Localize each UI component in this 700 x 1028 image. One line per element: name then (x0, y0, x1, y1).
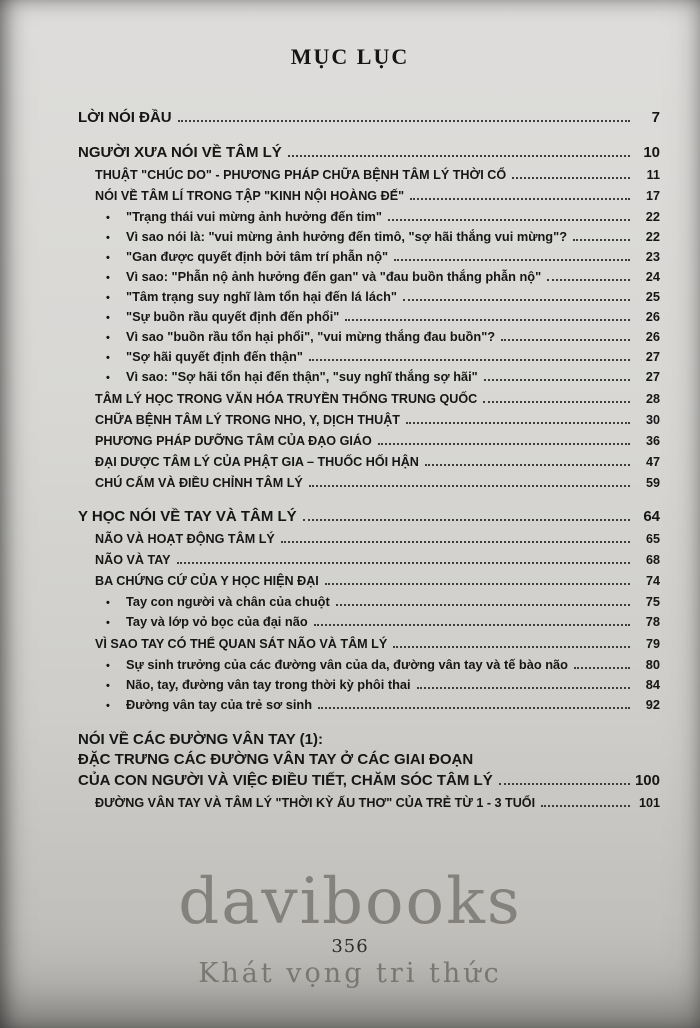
toc-entry-page: 84 (645, 676, 660, 692)
toc-entry (78, 144, 660, 162)
toc-entry-label: "Tâm trạng suy nghĩ làm tổn hại đến lá lách" (126, 288, 397, 304)
toc-entry (78, 269, 660, 286)
page-title: MỤC LỤC (290, 44, 410, 69)
toc-entry-page: 10 (643, 143, 660, 161)
bullet-icon: • (106, 331, 110, 344)
dot-leader (410, 198, 630, 200)
toc-entry (78, 772, 660, 790)
toc-entry (78, 289, 660, 306)
dot-leader (483, 401, 630, 403)
dot-leader (309, 485, 630, 487)
toc-entry (78, 552, 660, 568)
toc-entry-label: NÃO VÀ HOẠT ĐỘNG TÂM LÝ (95, 531, 275, 546)
toc-entry-page: 59 (645, 475, 660, 490)
toc-entry-label: ĐƯỜNG VÂN TAY VÀ TÂM LÝ "THỜI KỲ ẤU THƠ" CỦA TRẺ TỪ 1 - 3 TUỔI (95, 795, 536, 810)
toc-entry-page: 74 (645, 573, 660, 588)
toc-entry-page: 28 (645, 391, 660, 406)
dot-leader (303, 519, 630, 521)
dot-leader (417, 687, 630, 689)
toc-entry-page: 27 (645, 368, 660, 384)
toc-entry-page: 101 (638, 795, 660, 810)
dot-leader (281, 541, 630, 543)
toc-list (0, 70, 700, 811)
toc-entry (78, 391, 660, 407)
dot-leader (406, 422, 630, 424)
watermark-logo: davibooks (178, 865, 522, 939)
toc-entry-label: CỦA CON NGƯỜI VÀ VIỆC ĐIỀU TIẾT, CHĂM SÓC TÂM LÝ (78, 771, 493, 789)
dot-leader (547, 279, 630, 281)
dot-leader (336, 604, 630, 606)
toc-entry (78, 412, 660, 428)
dot-leader (394, 259, 630, 261)
toc-entry (78, 309, 660, 326)
toc-entry (78, 594, 660, 611)
toc-entry (78, 249, 660, 266)
dot-leader (177, 562, 630, 564)
toc-entry (78, 433, 660, 449)
toc-entry (78, 508, 660, 526)
toc-entry-page: 11 (646, 167, 660, 182)
toc-entry-label: "Trạng thái vui mừng ảnh hưởng đến tim" (126, 208, 382, 224)
bullet-icon: • (106, 699, 110, 712)
dot-leader (378, 443, 630, 445)
toc-entry-label: Vì sao: "Phẫn nộ ảnh hưởng đến gan" và "đau buồn thắng phẫn nộ" (126, 268, 542, 284)
dot-leader (574, 667, 630, 669)
dot-leader (403, 299, 630, 301)
dot-leader (484, 379, 630, 381)
dot-leader (425, 464, 630, 466)
dot-leader (393, 646, 630, 648)
toc-entry (78, 677, 660, 694)
toc-entry-label: Tay con người và chân của chuột (126, 593, 330, 609)
toc-entry-label: Đường vân tay của trẻ sơ sinh (126, 696, 313, 712)
toc-entry (78, 614, 660, 631)
toc-entry-label: "Sợ hãi quyết định đến thận" (126, 348, 303, 364)
toc-entry-page: 23 (645, 248, 660, 264)
toc-entry-page: 75 (645, 593, 660, 609)
toc-entry-label: LỜI NÓI ĐẦU (78, 108, 172, 126)
toc-entry-page: 68 (645, 552, 660, 567)
dot-leader (501, 339, 630, 341)
toc-entry-label: ĐẠI DƯỢC TÂM LÝ CỦA PHẬT GIA – THUỐC HỐI HẬN (95, 454, 419, 469)
dot-leader (512, 177, 630, 179)
toc-entry-page: 78 (645, 613, 660, 629)
toc-entry-label: NÃO VÀ TAY (95, 552, 171, 567)
toc-entry-page: 24 (645, 268, 660, 284)
bullet-icon: • (106, 616, 110, 629)
toc-entry-line (78, 731, 660, 749)
toc-entry-page: 79 (645, 636, 660, 651)
toc-entry-label: NÓI VỀ CÁC ĐƯỜNG VÂN TAY (1): (78, 730, 323, 748)
toc-entry-label: Sự sinh trưởng của các đường vân của da, đường vân tay và tế bào não (126, 656, 568, 672)
toc-entry-label: NGƯỜI XƯA NÓI VỀ TÂM LÝ (78, 143, 282, 161)
toc-entry-label: Não, tay, đường vân tay trong thời kỳ phôi thai (126, 676, 411, 692)
dot-leader (318, 707, 630, 709)
toc-entry (78, 475, 660, 491)
dot-leader (541, 805, 630, 807)
toc-entry (78, 369, 660, 386)
toc-entry (78, 209, 660, 226)
toc-entry-page: 27 (645, 348, 660, 364)
toc-entry-label: Tay và lớp vỏ bọc của đại não (126, 613, 308, 629)
toc-entry (78, 657, 660, 674)
toc-entry-line (78, 751, 660, 769)
toc-entry-page: 22 (645, 228, 660, 244)
toc-entry (78, 329, 660, 346)
toc-entry-label: BA CHỨNG CỨ CỦA Y HỌC HIỆN ĐẠI (95, 573, 319, 588)
bullet-icon: • (106, 596, 110, 609)
toc-entry (78, 109, 660, 127)
toc-entry-label: NÓI VỀ TÂM LÍ TRONG TẬP "KINH NỘI HOÀNG ĐẾ" (95, 188, 405, 203)
toc-entry (78, 573, 660, 589)
page-footer (0, 865, 700, 1028)
toc-entry-label: VÌ SAO TAY CÓ THỂ QUAN SÁT NÃO VÀ TÂM LÝ (95, 636, 388, 651)
toc-entry (78, 636, 660, 652)
bullet-icon: • (106, 291, 110, 304)
toc-entry-page: 47 (645, 454, 660, 469)
toc-entry-label: CHÚ CẤM VÀ ĐIỀU CHỈNH TÂM LÝ (95, 475, 303, 490)
toc-entry (78, 349, 660, 366)
toc-entry-page: 22 (645, 208, 660, 224)
toc-entry-page: 17 (645, 188, 660, 203)
toc-entry-label: THUẬT "CHÚC DO" - PHƯƠNG PHÁP CHỮA BỆNH TÂM LÝ THỜI CỔ (95, 167, 507, 182)
toc-entry-page: 26 (645, 328, 660, 344)
toc-entry-label: Y HỌC NÓI VỀ TAY VÀ TÂM LÝ (78, 507, 297, 525)
bullet-icon: • (106, 211, 110, 224)
toc-entry-page: 64 (643, 507, 660, 525)
toc-entry-page: 26 (645, 308, 660, 324)
toc-entry-page: 100 (634, 771, 660, 789)
dot-leader (325, 583, 630, 585)
toc-entry-label: Vì sao "buồn rầu tổn hại phổi", "vui mừng thắng đau buồn"? (126, 328, 496, 344)
toc-entry-page: 30 (645, 412, 660, 427)
toc-entry-page: 80 (645, 656, 660, 672)
bullet-icon: • (106, 231, 110, 244)
dot-leader (178, 120, 630, 122)
dot-leader (309, 359, 630, 361)
toc-entry-label: Vì sao: "Sợ hãi tổn hại đến thận", "suy nghĩ thắng sợ hãi" (126, 368, 478, 384)
toc-entry (78, 531, 660, 547)
toc-entry-label: "Sự buồn rầu quyết định đến phổi" (126, 308, 340, 324)
bullet-icon: • (106, 659, 110, 672)
bullet-icon: • (106, 311, 110, 324)
toc-entry (78, 795, 660, 811)
toc-entry-page: 7 (651, 108, 660, 126)
toc-entry-label: Vì sao nói là: "vui mừng ảnh hưởng đến timô, "sợ hãi thắng vui mừng"? (126, 228, 568, 244)
dot-leader (314, 624, 630, 626)
dot-leader (573, 239, 630, 241)
bullet-icon: • (106, 251, 110, 264)
toc-entry (78, 167, 660, 183)
printed-page-number: 356 (331, 936, 369, 957)
dot-leader (388, 219, 630, 221)
toc-entry (78, 697, 660, 714)
dot-leader (499, 783, 630, 785)
bullet-icon: • (106, 271, 110, 284)
toc-entry (78, 188, 660, 204)
toc-entry (78, 454, 660, 470)
toc-entry-label: ĐẶC TRƯNG CÁC ĐƯỜNG VÂN TAY Ở CÁC GIAI ĐOẠN (78, 751, 474, 768)
watermark-slogan: Khát vọng tri thức (198, 958, 502, 989)
toc-entry-page: 92 (645, 696, 660, 712)
toc-entry-label: CHỮA BỆNH TÂM LÝ TRONG NHO, Y, DỊCH THUẬT (95, 412, 400, 427)
dot-leader (345, 319, 630, 321)
bullet-icon: • (106, 351, 110, 364)
toc-entry (78, 229, 660, 246)
toc-entry-page: 65 (645, 531, 660, 546)
toc-entry-label: PHƯƠNG PHÁP DƯỠNG TÂM CỦA ĐẠO GIÁO (95, 433, 372, 448)
toc-entry-page: 36 (645, 433, 660, 448)
bullet-icon: • (106, 679, 110, 692)
bullet-icon: • (106, 371, 110, 384)
toc-entry-label: TÂM LÝ HỌC TRONG VĂN HÓA TRUYỀN THỐNG TRUNG QUỐC (95, 391, 478, 406)
toc-entry-page: 25 (645, 288, 660, 304)
dot-leader (288, 155, 630, 157)
toc-entry-label: "Gan được quyết định bởi tâm trí phẫn nộ" (126, 248, 389, 264)
